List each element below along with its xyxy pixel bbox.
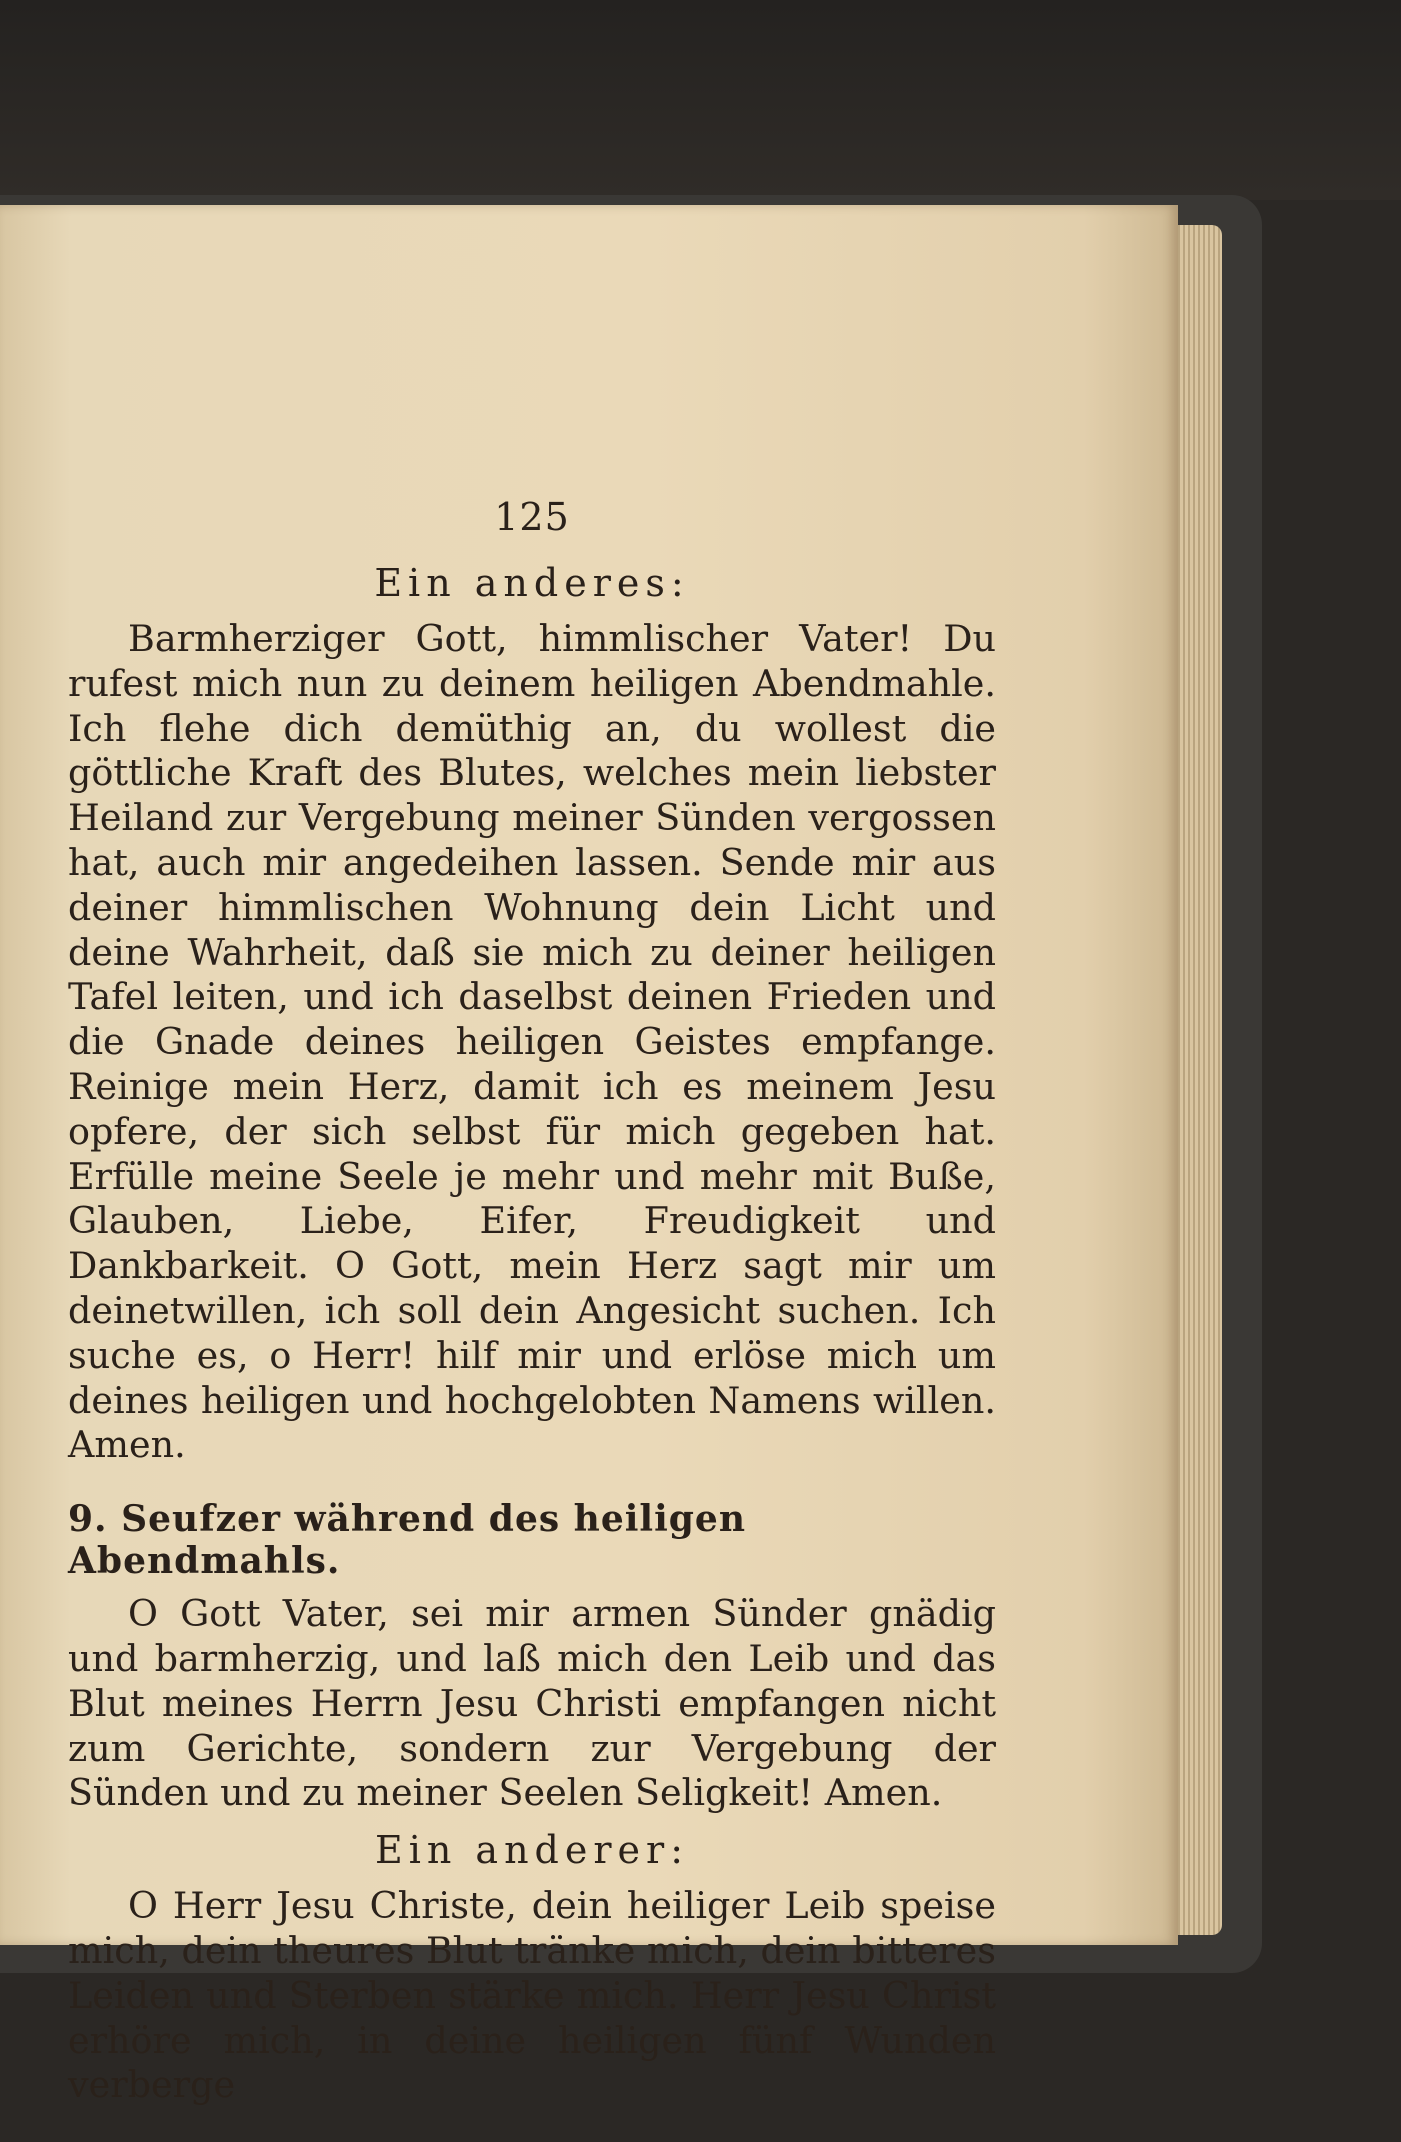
prayer-paragraph: Barmherziger Gott, himmlischer Vater! Du rufest mich nun zu deinem heiligen Abendmahle. Ich flehe dich demüthig an, du wollest die göttliche Kraft des Blutes, welches mein liebster Heiland zur Vergebung meiner Sünden vergossen hat, auch mir angedeihen lassen. Sende mir aus deiner himmlischen Wohnung dein Licht und deine Wahrheit, daß sie mich zu deiner heiligen Tafel leiten, und ich daselbst deinen Frieden und die Gnade deines heiligen Geistes empfange. Reinige mein Herz, damit ich es meinem Jesu opfere, der sich selbst für mich gegeben hat. Erfülle meine Seele je mehr und mehr mit Buße, Glauben, Liebe, Eifer, Freudigkeit und Dankbarkeit. O Gott, mein Herz sagt mir um deinetwillen, ich soll dein Angesicht suchen. Ich suche es, o Herr! hilf mir und erlöse mich um deines heiligen und hochgelobten Namens willen. Amen. — [68, 617, 996, 1467]
backdrop — [0, 0, 1401, 200]
prayer-paragraph: O Gott Vater, sei mir armen Sünder gnädig und barmherzig, und laß mich den Leib und das Blut meines Herrn Jesu Christi empfangen nicht zum Gerichte, sondern zur Vergebung der Sünden und zu meiner Seelen Seligkeit! Amen. — [68, 1592, 996, 1815]
page-content — [68, 495, 996, 2108]
section-heading-seufzer: 9. Seufzer während des heiligen Abendmahls. — [68, 1498, 746, 1583]
section-heading-ein-anderer: Ein anderer: — [374, 1828, 689, 1873]
page-number: 125 — [494, 495, 570, 539]
prayer-paragraph: O Herr Jesu Christe, dein heiliger Leib speise mich, dein theures Blut tränke mich, dein bitteres Leiden und Sterben stärke mich. Herr Jesu Christ erhöre mich, in deine heiligen fünf Wunden verberge — [68, 1884, 996, 2107]
book-page — [0, 205, 1178, 2107]
section-heading-ein-anderes: Ein anderes: — [374, 561, 690, 605]
